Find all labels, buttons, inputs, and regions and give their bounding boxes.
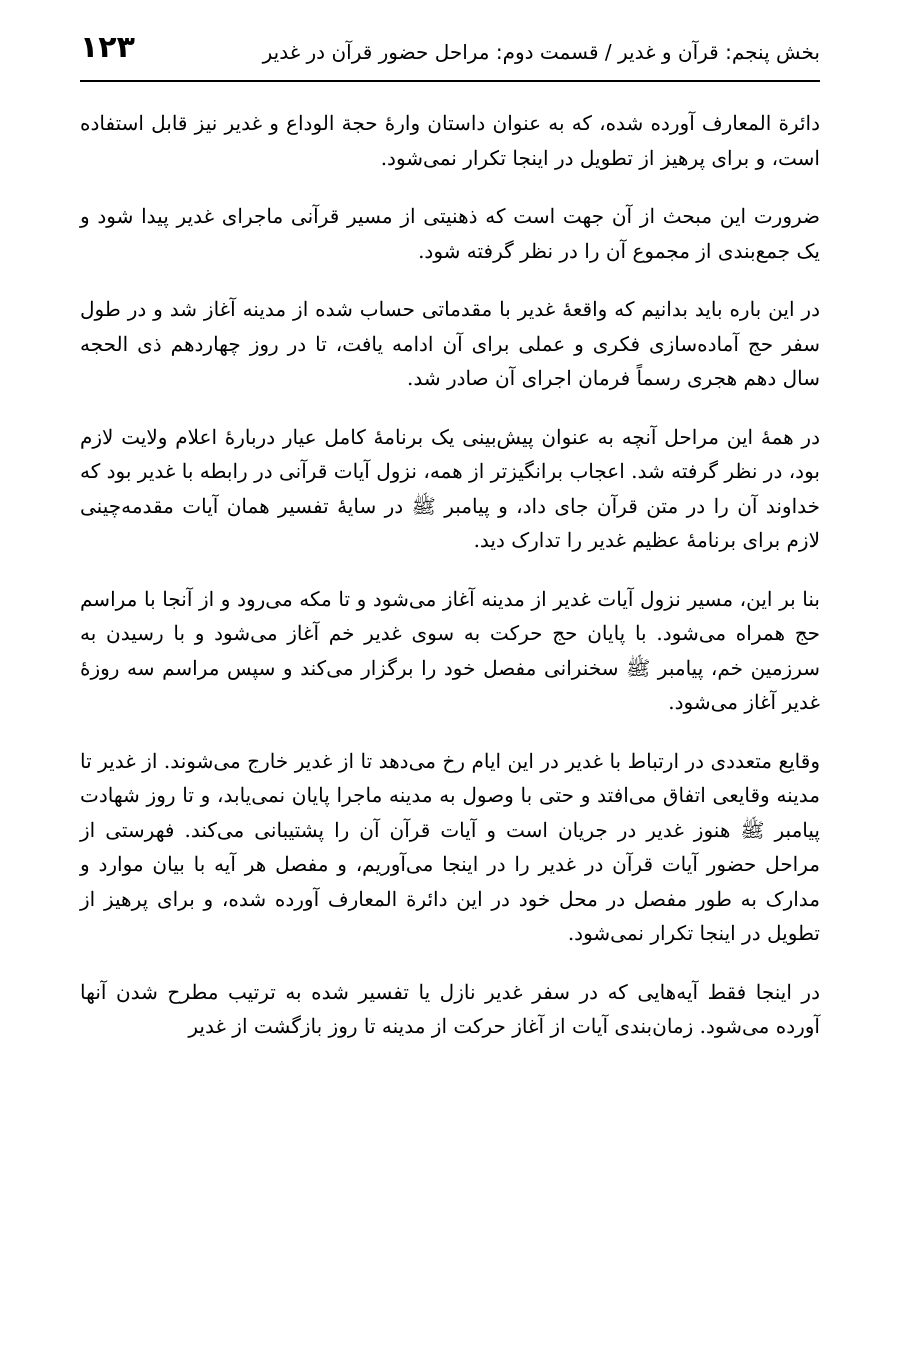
paragraph-4: در همۀ این مراحل آنچه به عنوان پیش‌بینی یک برنامۀ کامل عیار دربارۀ اعلام ولایت لازم بود، در نظر گرفته شد. اعجاب برانگیزتر از همه، نزول آیات قرآنی در رابطه با غدیر بود که خداوند آن را در متن قرآن جای داد، و پیامبر ﷺ در سایۀ تفسیر همان آیات مقدمه‌چینی لازم برای برنامۀ عظیم غدیر را تدارک دید. <box>80 424 820 552</box>
paragraph-1: دائرة المعارف آورده شده، که به عنوان داستان وارۀ حجة الوداع و غدیر نیز قابل استفاده است، و برای پرهیز از تطویل در اینجا تکرار نمی‌شود. <box>80 111 820 170</box>
paragraph-6: وقایع متعددی در ارتباط با غدیر در این ایام رخ می‌دهد تا از غدیر خارج می‌شوند. از غدیر تا مدینه وقایعی اتفاق می‌افتد و حتی با وصول به مدینه ماجرا پایان نمی‌یابد، و تا روز شهادت پیامبر ﷺ هنوز غدیر در جریان است و آیات قرآن آن را پشتیبانی می‌کند. فهرستی از مراحل حضور آیات قرآن در غدیر را در اینجا می‌آوریم، و مفصل هر آیه با بیان موارد و مدارک به طور مفصل در محل خود در این دائرة المعارف آورده شده، و برای پرهیز از تطویل در اینجا تکرار نمی‌شود. <box>80 748 820 945</box>
header-divider <box>80 80 820 82</box>
paragraph-7: در اینجا فقط آیه‌هایی که در سفر غدیر نازل یا تفسیر شده به ترتیب مطرح شدن آنها آورده می‌شود. زمان‌بندی آیات از آغاز حرکت از مدینه تا روز بازگشت از غدیر <box>80 979 820 1038</box>
paragraph-5: بنا بر این، مسیر نزول آیات غدیر از مدینه آغاز می‌شود و تا مکه می‌رود و از آنجا با مراسم حج همراه می‌شود. با پایان حج حرکت به سوی غدیر خم آغاز می‌شود و با رسیدن به سرزمین خم، پیامبر ﷺ سخنرانی مفصل خود را برگزار می‌کند و سپس مراسم سه روزۀ غدیر آغاز می‌شود. <box>80 586 820 714</box>
page-number: ۱۲۳ <box>80 30 135 65</box>
paragraph-3: در این باره باید بدانیم که واقعۀ غدیر با مقدماتی حساب شده از مدینه آغاز شد و در طول سفر حج آماده‌سازی فکری و عملی برای آن ادامه یافت، تا در روز چهاردهم ذی الحجه سال دهم هجری رسماً فرمان اجرای آن صادر شد. <box>80 297 820 390</box>
running-title: بخش پنجم: قرآن و غدیر / قسمت دوم: مراحل حضور قرآن در غدیر <box>262 40 820 64</box>
page-header <box>80 22 820 72</box>
paragraph-2: ضرورت این مبحث از آن جهت است که ذهنیتی از مسیر قرآنی ماجرای غدیر پیدا شود و یک جمع‌بندی از مجموع آن را در نظر گرفته شود. <box>80 204 820 263</box>
body-text <box>80 106 820 1068</box>
